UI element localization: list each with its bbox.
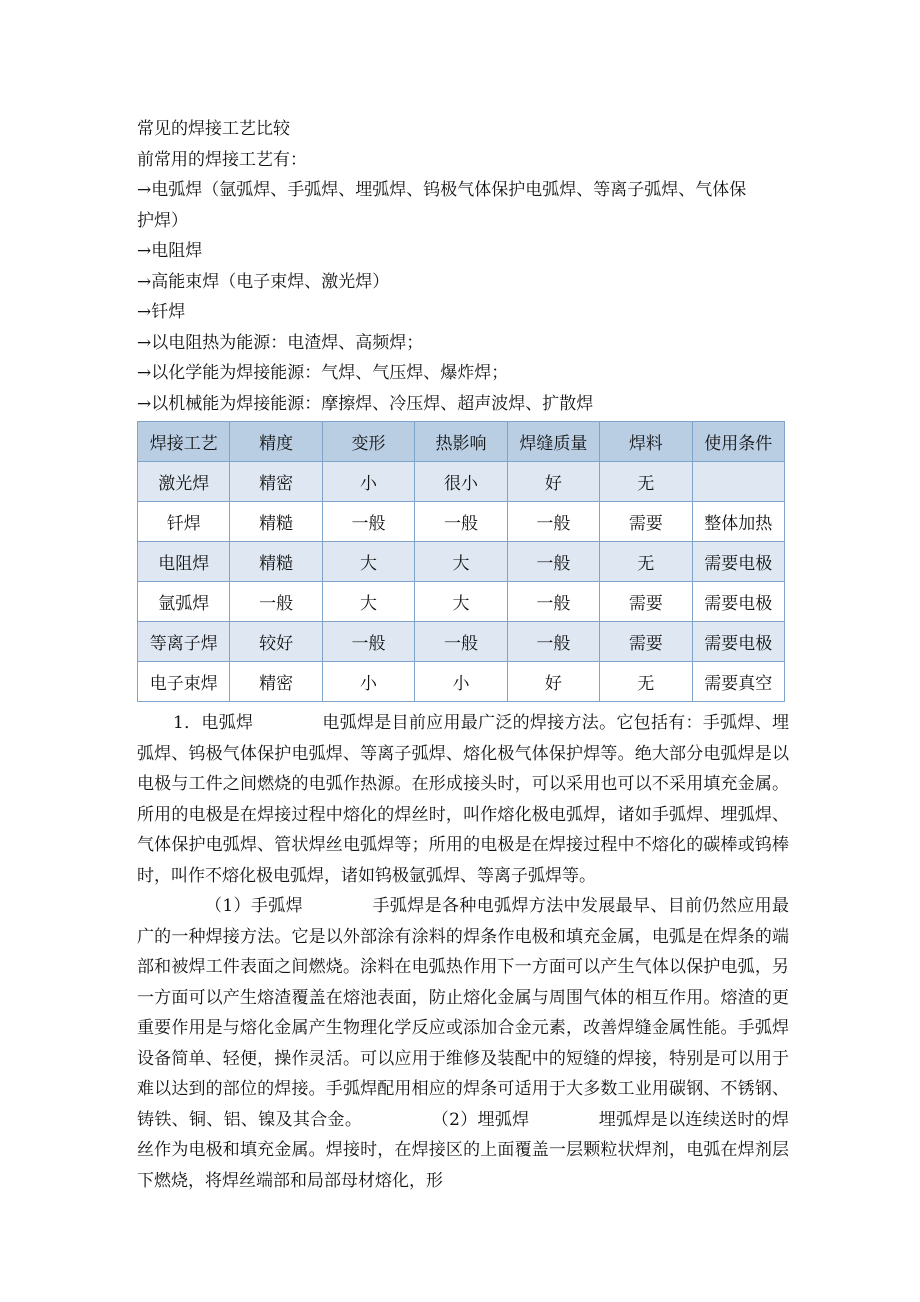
table-cell: 需要 [600,582,692,622]
table-cell: 激光焊 [138,462,230,502]
table-cell: 电阻焊 [138,542,230,582]
table-row [138,662,785,702]
table-cell: 一般 [230,582,322,622]
document-body [137,114,789,1196]
table-cell: 需要电极 [692,542,784,582]
table-cell: 大 [415,542,507,582]
document-title: 常见的焊接工艺比较 [137,119,290,139]
list-item: →电阻焊 [137,241,203,261]
list-item: →钎焊 [137,302,186,322]
table-cell: 需要电极 [692,622,784,662]
table-cell: 一般 [415,502,507,542]
table-cell: 需要 [600,502,692,542]
table-cell: 无 [600,462,692,502]
table-cell: 好 [507,662,599,702]
table-cell: 小 [322,662,414,702]
table-cell: 一般 [507,582,599,622]
welding-comparison-table [137,421,785,702]
table-cell: 好 [507,462,599,502]
table-cell: 等离子焊 [138,622,230,662]
table-row [138,502,785,542]
table-cell: 需要真空 [692,662,784,702]
table-cell: 一般 [322,622,414,662]
list-item: →以机械能为焊接能源：摩擦焊、冷压焊、超声波焊、扩散焊 [137,393,594,414]
table-row [138,582,785,622]
table-cell: 大 [415,582,507,622]
table-cell: 较好 [230,622,322,662]
table-cell: 无 [600,662,692,702]
table-row [138,622,785,662]
table-cell: 很小 [415,462,507,502]
table-row [138,462,785,502]
list-item: →电弧焊（氩弧焊、手弧焊、埋弧焊、钨极气体保护电弧焊、等离子弧焊、气体保 [137,180,747,200]
header-cell: 焊缝质量 [507,422,599,462]
table-cell: 需要 [600,622,692,662]
header-cell: 热影响 [415,422,507,462]
table-cell: 精糙 [230,502,322,542]
table-cell: 无 [600,542,692,582]
table-cell: 一般 [415,622,507,662]
list-item: →高能束焊（电子束焊、激光焊） [137,271,390,292]
list-item: 护焊） [137,210,188,231]
table-cell: 小 [415,662,507,702]
table-cell: 精密 [230,462,322,502]
table-cell [692,462,784,502]
table-cell: 氩弧焊 [138,582,230,622]
header-cell: 焊接工艺 [138,422,230,462]
list-item: →以电阻热为能源：电渣焊、高频焊； [137,332,424,353]
intro-line: 前常用的焊接工艺有： [137,149,307,170]
table-header-row [138,422,785,462]
table-cell: 大 [322,582,414,622]
table-cell: 整体加热 [692,502,784,542]
header-cell: 精度 [230,422,322,462]
table-cell: 钎焊 [138,502,230,542]
header-cell: 变形 [322,422,414,462]
header-cell: 使用条件 [692,422,784,462]
table-cell: 电子束焊 [138,662,230,702]
paragraph-manual-arc-welding: （1）手弧焊 手弧焊是各种电弧焊方法中发展最早、目前仍然应用最广的一种焊接方法。它是以外部涂有涂料的焊条作电极和填充金属，电弧是在焊条的端部和被焊工件表面之间燃烧。涂料在电弧热作用下一方面可以产生气体以保护电弧，另一方面可以产生熔渣覆盖在熔池表面，防止熔化金属与周围气体的相互作用。熔渣的更重要作用是与熔化金属产生物理化学反应或添加合金元素，改善焊缝金属性能。手弧焊设备简单、轻便，操作灵活。可以应用于维修及装配中的短缝的焊接，特别是可以用于难以达到的部位的焊接。手弧焊配用相应的焊条可适用于大多数工业用碳钢、不锈钢、铸铁、铜、铝、镍及其合金。 （2）埋弧焊 埋弧焊是以连续送时的焊丝作为电极和填充金属。焊接时，在焊接区的上面覆盖一层颗粒状焊剂，电弧在焊剂层下燃烧，将焊丝端部和局部母材熔化，形 [137,896,789,1191]
table-cell: 一般 [507,622,599,662]
table-cell: 需要电极 [692,582,784,622]
table-cell: 精糙 [230,542,322,582]
table-cell: 小 [322,462,414,502]
table-row [138,542,785,582]
header-cell: 焊料 [600,422,692,462]
list-item: →以化学能为焊接能源：气焊、气压焊、爆炸焊； [137,363,509,383]
table-cell: 大 [322,542,414,582]
table-cell: 精密 [230,662,322,702]
table-cell: 一般 [507,542,599,582]
table-cell: 一般 [507,502,599,542]
paragraph-arc-welding: 1．电弧焊 电弧焊是目前应用最广泛的焊接方法。它包括有：手弧焊、埋弧焊、钨极气体保护电弧焊、等离子弧焊、熔化极气体保护焊等。绝大部分电弧焊是以电极与工件之间燃烧的电弧作热源。在形成接头时，可以采用也可以不采用填充金属。所用的电极是在焊接过程中熔化的焊丝时，叫作熔化极电弧焊，诸如手弧焊、埋弧焊、气体保护电弧焊、管状焊丝电弧焊等；所用的电极是在焊接过程中不熔化的碳棒或钨棒时，叫作不熔化极电弧焊，诸如钨极氩弧焊、等离子弧焊等。 [137,713,789,886]
table-cell: 一般 [322,502,414,542]
